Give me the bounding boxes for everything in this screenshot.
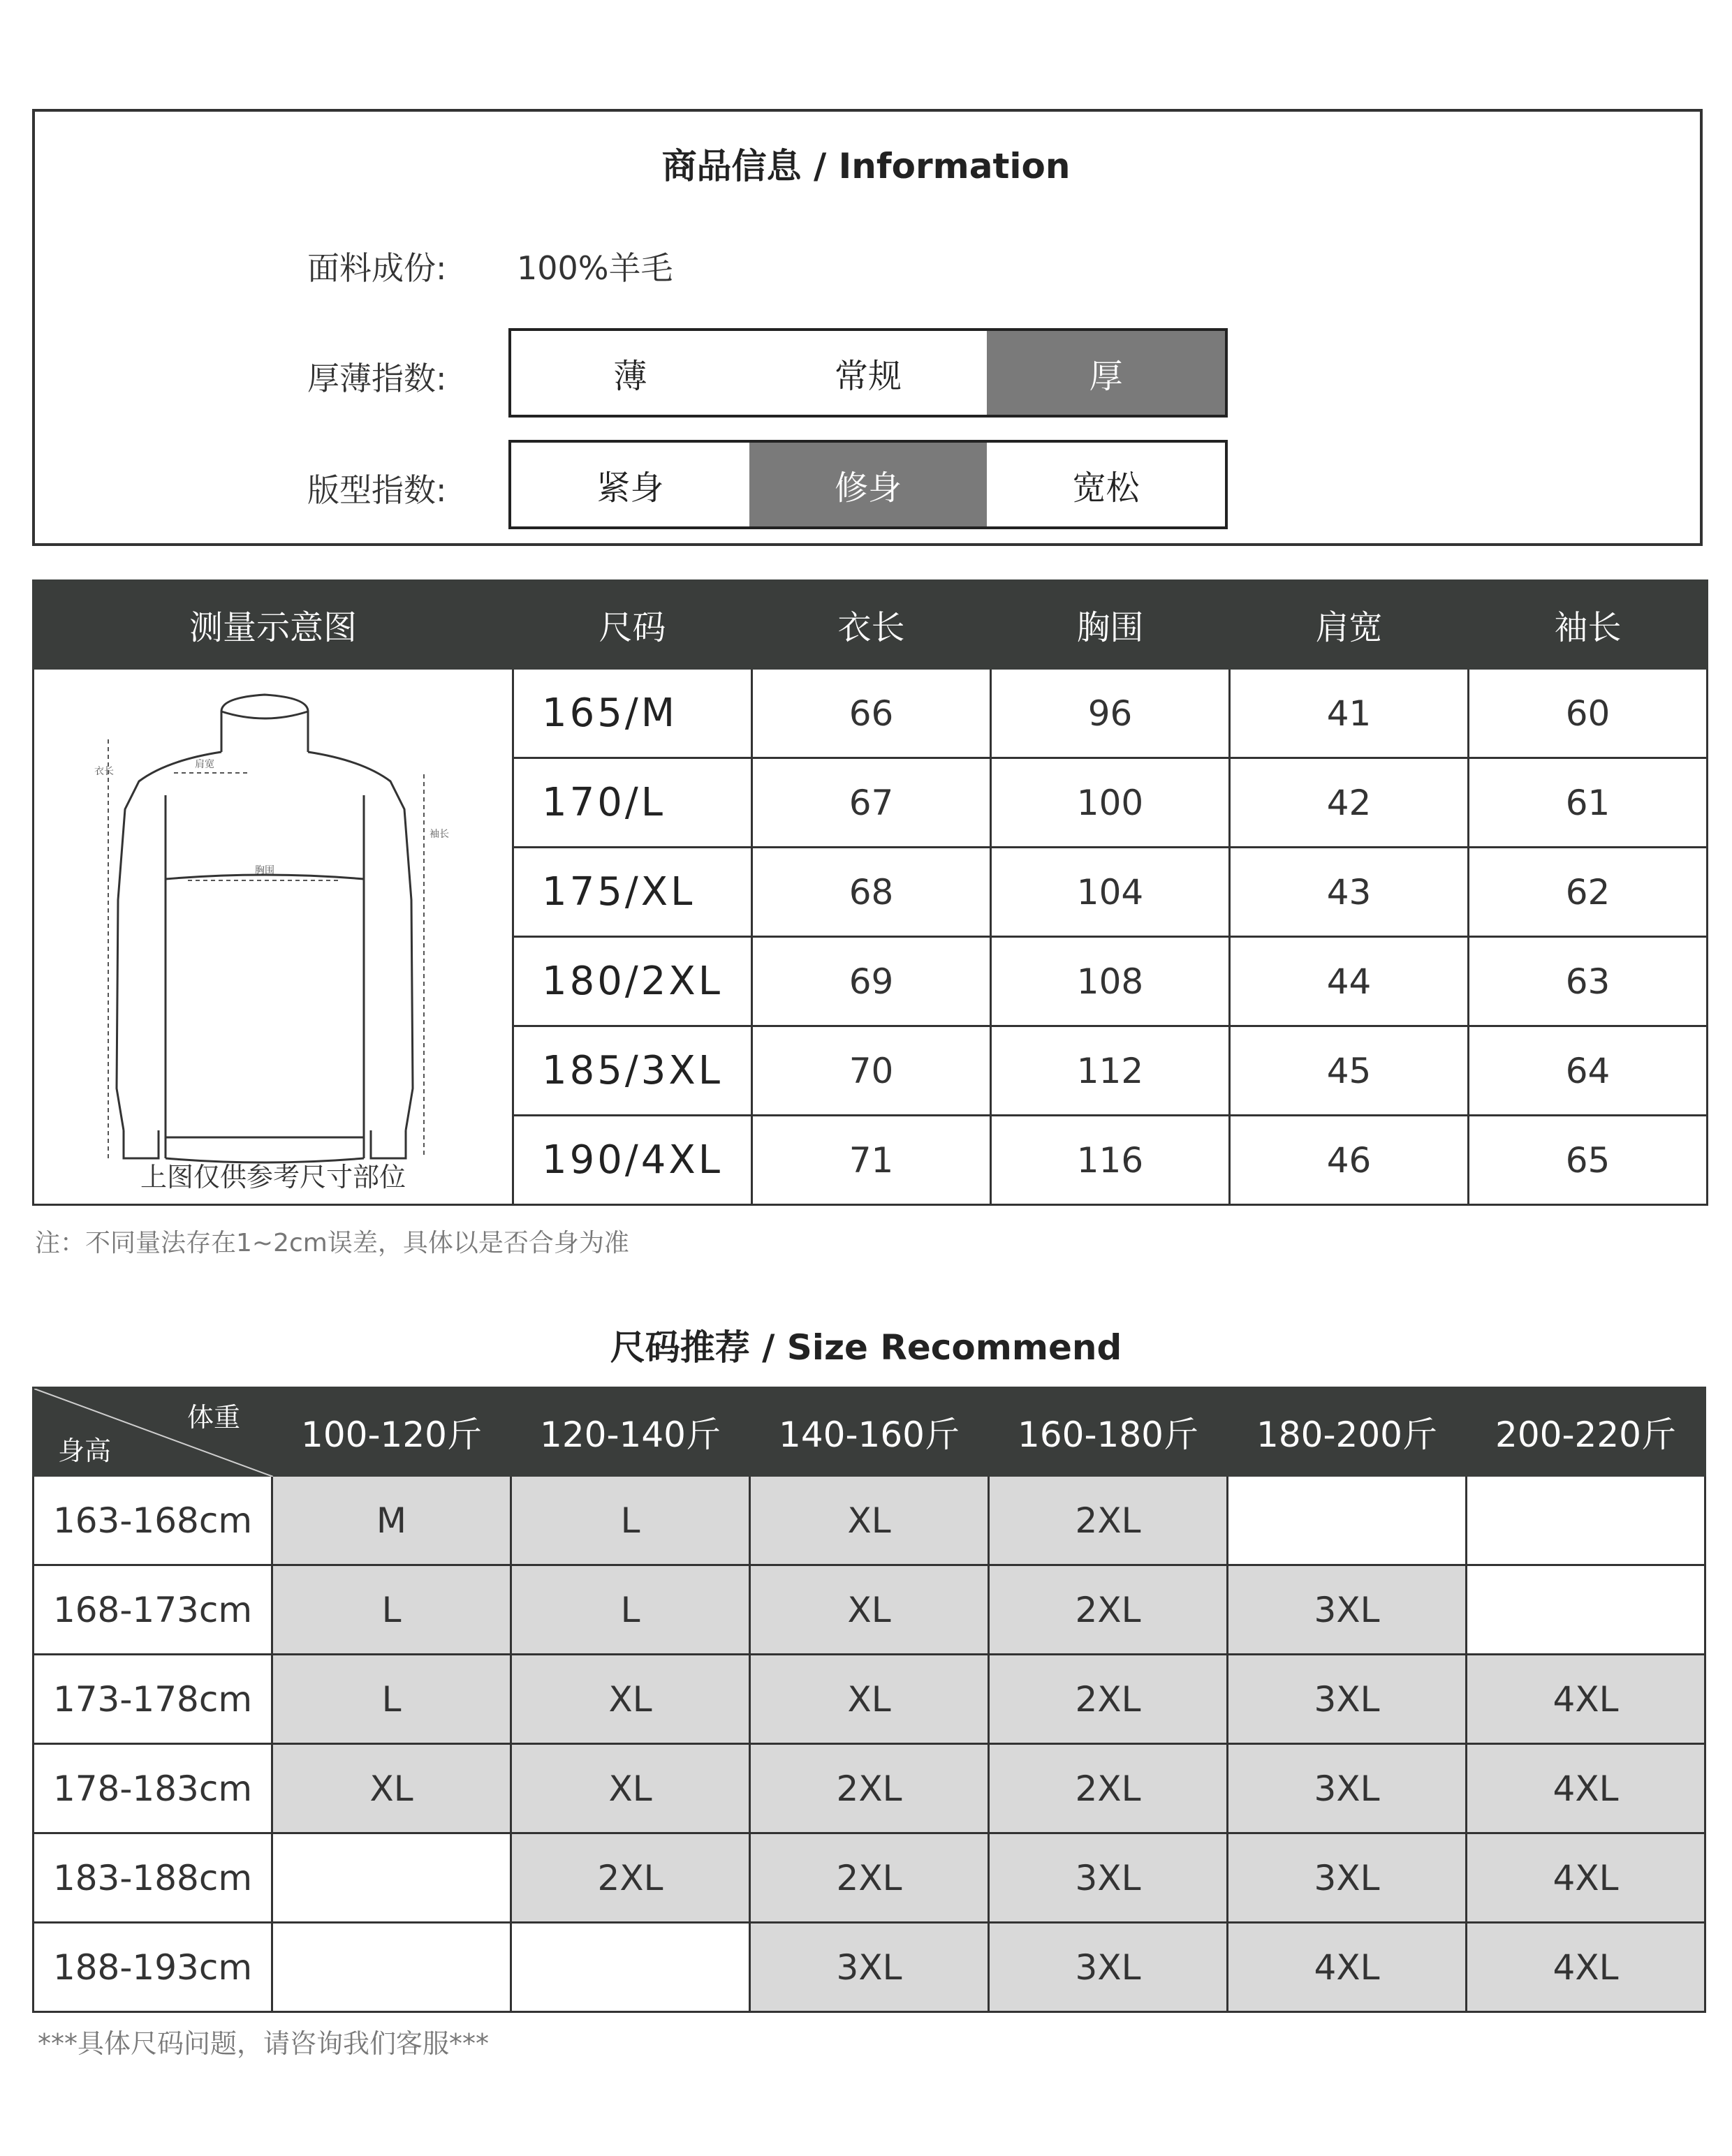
table-row bbox=[34, 1655, 1705, 1744]
corner-header bbox=[34, 1388, 272, 1476]
header-diagram: 测量示意图 bbox=[34, 581, 513, 669]
length-value: 71 bbox=[752, 1116, 991, 1205]
chest-value: 96 bbox=[991, 669, 1230, 758]
length-value: 69 bbox=[752, 937, 991, 1026]
shoulder-value: 43 bbox=[1230, 848, 1469, 937]
sleeve-value: 62 bbox=[1469, 848, 1708, 937]
recommended-size-cell bbox=[511, 1923, 750, 2012]
weight-header: 180-200斤 bbox=[1228, 1388, 1467, 1476]
length-value: 68 bbox=[752, 848, 991, 937]
diagram-label-shoulder: 肩宽 bbox=[195, 759, 214, 770]
measurement-header-row bbox=[34, 581, 1708, 669]
chest-value: 116 bbox=[991, 1116, 1230, 1205]
shoulder-value: 44 bbox=[1230, 937, 1469, 1026]
weight-header: 140-160斤 bbox=[750, 1388, 989, 1476]
recommended-size-cell: 2XL bbox=[989, 1565, 1228, 1655]
corner-weight-label: 体重 bbox=[186, 1402, 240, 1433]
size-label: 190/4XL bbox=[513, 1116, 752, 1205]
diagram-caption: 上图仅供参考尺寸部位 bbox=[140, 1162, 406, 1193]
sweater-diagram-icon bbox=[34, 670, 512, 1186]
recommended-size-cell: L bbox=[272, 1565, 511, 1655]
thickness-scale bbox=[508, 328, 1228, 418]
shoulder-value: 45 bbox=[1230, 1026, 1469, 1116]
recommend-title: 尺码推荐 / Size Recommend bbox=[610, 1327, 1122, 1368]
sleeve-value: 61 bbox=[1469, 758, 1708, 848]
sleeve-value: 65 bbox=[1469, 1116, 1708, 1205]
table-row bbox=[34, 1476, 1705, 1565]
recommended-size-cell: XL bbox=[511, 1655, 750, 1744]
thickness-option: 厚 bbox=[987, 331, 1225, 415]
fabric-value: 100%羊毛 bbox=[517, 249, 673, 287]
header-size: 尺码 bbox=[513, 581, 752, 669]
recommend-header-row bbox=[34, 1388, 1705, 1476]
height-label: 163-168cm bbox=[34, 1476, 272, 1565]
recommended-size-cell: 2XL bbox=[989, 1476, 1228, 1565]
recommended-size-cell: 4XL bbox=[1467, 1655, 1705, 1744]
recommended-size-cell: 3XL bbox=[1228, 1744, 1467, 1833]
recommended-size-cell: XL bbox=[750, 1565, 989, 1655]
recommended-size-cell: XL bbox=[272, 1744, 511, 1833]
size-label: 180/2XL bbox=[513, 937, 752, 1026]
measurement-note: 注：不同量法存在1~2cm误差，具体以是否合身为准 bbox=[35, 1229, 629, 1257]
recommended-size-cell: 2XL bbox=[989, 1655, 1228, 1744]
fit-option: 紧身 bbox=[511, 443, 749, 526]
recommended-size-cell: 3XL bbox=[1228, 1565, 1467, 1655]
thickness-label: 厚薄指数: bbox=[307, 360, 447, 397]
recommended-size-cell: 2XL bbox=[750, 1833, 989, 1923]
fabric-label: 面料成份: bbox=[307, 249, 447, 287]
recommended-size-cell: 2XL bbox=[511, 1833, 750, 1923]
length-value: 67 bbox=[752, 758, 991, 848]
height-label: 178-183cm bbox=[34, 1744, 272, 1833]
height-label: 168-173cm bbox=[34, 1565, 272, 1655]
measurement-diagram bbox=[34, 669, 513, 1205]
table-row bbox=[34, 1923, 1705, 2012]
recommended-size-cell: 4XL bbox=[1467, 1833, 1705, 1923]
weight-header: 120-140斤 bbox=[511, 1388, 750, 1476]
recommend-body bbox=[34, 1476, 1705, 2012]
diagram-label-chest: 胸围 bbox=[255, 865, 274, 876]
table-row bbox=[34, 1744, 1705, 1833]
recommended-size-cell bbox=[272, 1923, 511, 2012]
height-label: 183-188cm bbox=[34, 1833, 272, 1923]
sleeve-value: 60 bbox=[1469, 669, 1708, 758]
recommended-size-cell bbox=[1228, 1476, 1467, 1565]
table-row bbox=[34, 1565, 1705, 1655]
recommended-size-cell bbox=[1467, 1565, 1705, 1655]
recommended-size-cell: 3XL bbox=[989, 1833, 1228, 1923]
chest-value: 104 bbox=[991, 848, 1230, 937]
sleeve-value: 64 bbox=[1469, 1026, 1708, 1116]
chest-value: 112 bbox=[991, 1026, 1230, 1116]
weight-header: 100-120斤 bbox=[272, 1388, 511, 1476]
diagram-label-sleeve: 袖长 bbox=[430, 829, 449, 840]
length-value: 66 bbox=[752, 669, 991, 758]
table-row bbox=[34, 669, 1708, 758]
recommended-size-cell: XL bbox=[750, 1655, 989, 1744]
chest-value: 100 bbox=[991, 758, 1230, 848]
weight-header: 160-180斤 bbox=[989, 1388, 1228, 1476]
info-title: 商品信息 / Information bbox=[661, 146, 1071, 186]
shoulder-value: 46 bbox=[1230, 1116, 1469, 1205]
shoulder-value: 42 bbox=[1230, 758, 1469, 848]
recommended-size-cell: 3XL bbox=[750, 1923, 989, 2012]
recommended-size-cell: XL bbox=[511, 1744, 750, 1833]
fit-label: 版型指数: bbox=[307, 471, 447, 509]
size-label: 170/L bbox=[513, 758, 752, 848]
fit-option: 修身 bbox=[749, 443, 988, 526]
size-recommend-table bbox=[32, 1387, 1706, 2013]
recommended-size-cell: 4XL bbox=[1467, 1923, 1705, 2012]
recommended-size-cell bbox=[1467, 1476, 1705, 1565]
recommended-size-cell: 3XL bbox=[1228, 1655, 1467, 1744]
header-sleeve: 袖长 bbox=[1469, 581, 1708, 669]
size-label: 175/XL bbox=[513, 848, 752, 937]
recommended-size-cell: XL bbox=[750, 1476, 989, 1565]
sleeve-value: 63 bbox=[1469, 937, 1708, 1026]
recommended-size-cell bbox=[272, 1833, 511, 1923]
thickness-option: 薄 bbox=[511, 331, 749, 415]
recommended-size-cell: M bbox=[272, 1476, 511, 1565]
recommended-size-cell: L bbox=[511, 1476, 750, 1565]
height-label: 173-178cm bbox=[34, 1655, 272, 1744]
table-row bbox=[34, 1833, 1705, 1923]
size-label: 165/M bbox=[513, 669, 752, 758]
header-chest: 胸围 bbox=[991, 581, 1230, 669]
recommended-size-cell: 2XL bbox=[989, 1744, 1228, 1833]
height-label: 188-193cm bbox=[34, 1923, 272, 2012]
recommended-size-cell: 4XL bbox=[1228, 1923, 1467, 2012]
measurement-table bbox=[32, 579, 1708, 1206]
fit-scale bbox=[508, 440, 1228, 529]
shoulder-value: 41 bbox=[1230, 669, 1469, 758]
fit-option: 宽松 bbox=[987, 443, 1225, 526]
recommended-size-cell: 2XL bbox=[750, 1744, 989, 1833]
recommended-size-cell: 3XL bbox=[989, 1923, 1228, 2012]
length-value: 70 bbox=[752, 1026, 991, 1116]
weight-header: 200-220斤 bbox=[1467, 1388, 1705, 1476]
footer-note: ***具体尺码问题，请咨询我们客服*** bbox=[38, 2028, 490, 2059]
chest-value: 108 bbox=[991, 937, 1230, 1026]
recommended-size-cell: 4XL bbox=[1467, 1744, 1705, 1833]
recommended-size-cell: L bbox=[272, 1655, 511, 1744]
header-shoulder: 肩宽 bbox=[1230, 581, 1469, 669]
size-label: 185/3XL bbox=[513, 1026, 752, 1116]
recommended-size-cell: L bbox=[511, 1565, 750, 1655]
diagram-label-length: 衣长 bbox=[94, 766, 114, 777]
header-length: 衣长 bbox=[752, 581, 991, 669]
thickness-option: 常规 bbox=[749, 331, 988, 415]
corner-height-label: 身高 bbox=[58, 1435, 112, 1466]
recommended-size-cell: 3XL bbox=[1228, 1833, 1467, 1923]
